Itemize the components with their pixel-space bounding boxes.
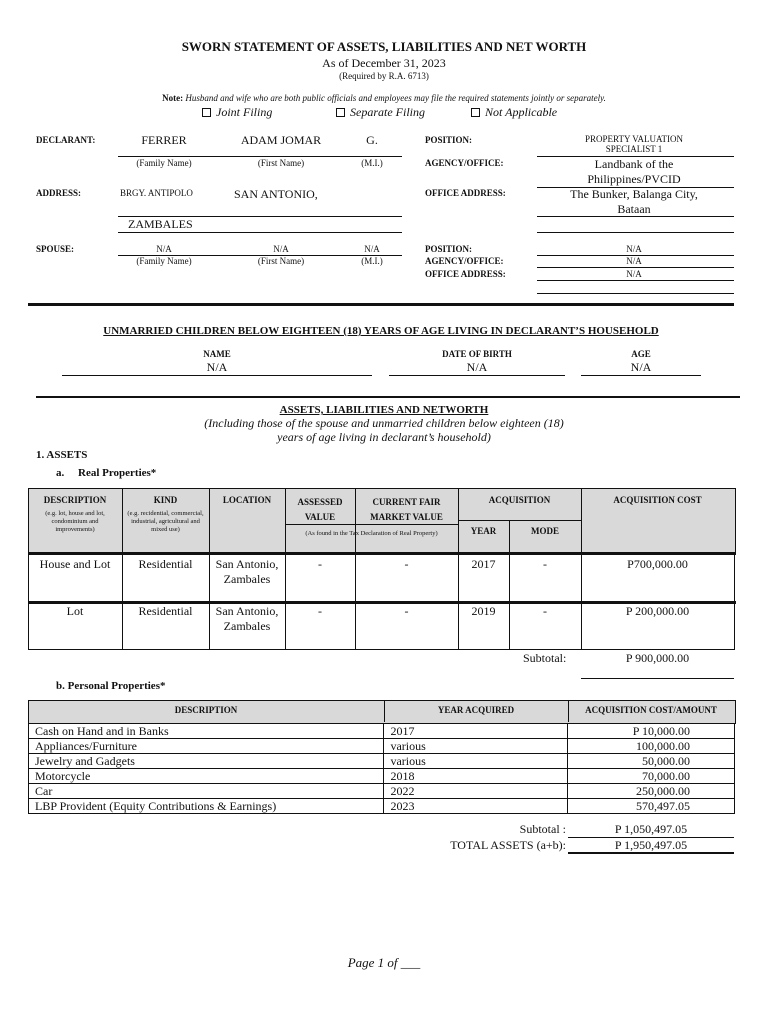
real-subtotal-line xyxy=(581,678,734,679)
real-row1-mode: - xyxy=(543,557,547,571)
total-assets-line xyxy=(568,852,734,854)
real-row1-assessed: - xyxy=(318,557,322,571)
personal-table-body xyxy=(28,723,735,814)
personal-row-year: 2022 xyxy=(384,784,568,799)
personal-row-cost: 100,000.00 xyxy=(568,739,735,754)
personal-h-year: YEAR ACQUIRED xyxy=(437,705,515,715)
spouse-first-name: N/A xyxy=(273,244,289,254)
real-row2-assessed: - xyxy=(318,604,322,618)
personal-h-desc: DESCRIPTION xyxy=(174,705,238,715)
spouse-position-label: POSITION: xyxy=(425,244,473,254)
children-age-header: AGE xyxy=(631,349,651,359)
note-label: Note: xyxy=(162,93,184,103)
checkbox-icon[interactable] xyxy=(202,108,211,117)
real-row1-location: San Antonio, Zambales xyxy=(215,557,279,586)
total-assets-label: TOTAL ASSETS (a+b): xyxy=(450,838,566,852)
note xyxy=(0,93,768,103)
office-line2: Bataan xyxy=(617,202,651,216)
agency-label: AGENCY/OFFICE: xyxy=(425,158,504,168)
personal-row-year: 2023 xyxy=(384,799,568,814)
checkbox-icon[interactable] xyxy=(336,108,345,117)
personal-row-year: 2018 xyxy=(384,769,568,784)
spouse-office-line xyxy=(537,280,734,281)
not-applicable-label: Not Applicable xyxy=(485,105,558,119)
real-subtotal-label: Subtotal: xyxy=(523,651,567,665)
table-row xyxy=(29,739,735,754)
real-row1-year: 2017 xyxy=(471,557,496,571)
table-row xyxy=(29,754,735,769)
spouse-family-name: N/A xyxy=(156,244,172,254)
address-label: ADDRESS: xyxy=(36,188,82,198)
personal-properties-heading: b. Personal Properties* xyxy=(56,680,166,692)
real-h-kind-sub: (e.g. recidential, commercial, industrial, agricultural and mixed use) xyxy=(127,510,204,533)
not-applicable-option[interactable] xyxy=(471,105,557,120)
real-row2-year: 2019 xyxy=(471,604,496,618)
spouse-position: N/A xyxy=(626,244,642,254)
real-h-year: YEAR xyxy=(470,526,497,536)
office-line-b xyxy=(537,232,734,233)
table-row xyxy=(29,724,735,739)
child-dob: N/A xyxy=(466,360,488,374)
real-h-assessed: ASSESSED VALUE xyxy=(297,497,343,522)
real-row2-kind: Residential xyxy=(138,604,193,618)
personal-row-desc: LBP Provident (Equity Contributions & Earnings) xyxy=(29,799,384,814)
real-row2-fmv: - xyxy=(404,604,409,618)
required-by: (Required by R.A. 6713) xyxy=(339,71,429,81)
real-row1-desc: House and Lot xyxy=(39,557,111,571)
personal-row-desc: Cash on Hand and in Banks xyxy=(29,724,384,739)
declarant-first-name: ADAM JOMAR xyxy=(240,133,322,147)
real-h-kind: KIND xyxy=(153,495,178,505)
personal-subtotal: P 1,050,497.05 xyxy=(614,822,688,836)
real-row1-cost: P700,000.00 xyxy=(627,557,688,571)
position-line2: SPECIALIST 1 xyxy=(605,144,663,154)
separate-filing-label: Separate Filing xyxy=(350,105,425,119)
child-age-line xyxy=(581,375,701,376)
grid-line xyxy=(28,552,29,649)
personal-row-cost: 250,000.00 xyxy=(568,784,735,799)
personal-row-year: various xyxy=(384,739,568,754)
caption-first-name: (First Name) xyxy=(257,158,305,168)
child-name-line xyxy=(62,375,372,376)
spouse-office-label: OFFICE ADDRESS: xyxy=(425,269,506,279)
real-h-fmv: CURRENT FAIR MARKET VALUE xyxy=(370,497,443,522)
real-row1-kind: Residential xyxy=(138,557,193,571)
form-title: SWORN STATEMENT OF ASSETS, LIABILITIES AND NET WORTH xyxy=(181,39,587,54)
spouse-office-line2 xyxy=(537,293,734,294)
children-title: UNMARRIED CHILDREN BELOW EIGHTEEN (18) YEARS OF AGE LIVING IN DECLARANT’S HOUSEHOLD xyxy=(103,325,659,337)
personal-row-cost: 570,497.05 xyxy=(568,799,735,814)
section-divider xyxy=(28,303,734,306)
real-row2-cost: P 200,000.00 xyxy=(625,604,690,618)
personal-row-desc: Appliances/Furniture xyxy=(29,739,384,754)
office-address-label: OFFICE ADDRESS: xyxy=(425,188,506,198)
personal-row-year: various xyxy=(384,754,568,769)
real-subtotal: P 900,000.00 xyxy=(625,651,690,665)
personal-h-cost: ACQUISITION COST/AMOUNT xyxy=(585,705,717,715)
alnw-subtitle-1: (Including those of the spouse and unmarried children below eighteen (18) xyxy=(204,416,564,430)
real-row1-fmv: - xyxy=(404,557,409,571)
real-h-fmv-sub: (As found in the Tax Declaration of Real Property) xyxy=(305,530,438,537)
agency-line1: Landbank of the xyxy=(594,157,674,171)
children-name-header: NAME xyxy=(203,349,231,359)
alnw-subtitle-2: years of age living in declarant’s household) xyxy=(277,430,491,444)
real-h-acquisition: ACQUISITION xyxy=(488,495,551,505)
caption-family-name: (Family Name) xyxy=(136,158,192,168)
grid-line xyxy=(509,520,510,649)
spouse-agency-label: AGENCY/OFFICE: xyxy=(425,256,504,266)
address-line2 xyxy=(118,232,402,233)
table-row xyxy=(29,799,735,814)
child-age: N/A xyxy=(630,360,652,374)
personal-row-desc: Jewelry and Gadgets xyxy=(29,754,384,769)
position-line1: PROPERTY VALUATION xyxy=(584,134,684,144)
real-h-desc: DESCRIPTION xyxy=(43,495,107,505)
address-part2: SAN ANTONIO, xyxy=(234,187,318,201)
office-line-a xyxy=(537,216,734,217)
real-row2-desc: Lot xyxy=(66,604,84,618)
real-row2-mode: - xyxy=(543,604,547,618)
personal-row-cost: 50,000.00 xyxy=(568,754,735,769)
spouse-mi: N/A xyxy=(364,244,380,254)
checkbox-icon[interactable] xyxy=(471,108,480,117)
position-label: POSITION: xyxy=(425,135,473,145)
table-row xyxy=(29,769,735,784)
declarant-name-line xyxy=(118,156,402,157)
note-text: Husband and wife who are both public officials and employees may file the required statements jointly or separately. xyxy=(185,93,606,103)
personal-row-desc: Motorcycle xyxy=(29,769,384,784)
child-name: N/A xyxy=(206,360,228,374)
declarant-mi: G. xyxy=(366,133,378,147)
real-h-desc-sub: (e.g. lot, house and lot, condominium and improvements) xyxy=(45,510,105,533)
address-part3: ZAMBALES xyxy=(128,217,193,231)
children-dob-header: DATE OF BIRTH xyxy=(442,349,512,359)
real-bottom-rule xyxy=(28,649,735,650)
personal-row-cost: P 10,000.00 xyxy=(568,724,735,739)
alnw-title: ASSETS, LIABILITIES AND NETWORTH xyxy=(279,404,489,416)
real-h-location: LOCATION xyxy=(222,495,272,505)
section-divider-2 xyxy=(36,396,740,398)
table-row xyxy=(29,784,735,799)
caption-mi: (M.I.) xyxy=(361,158,383,168)
grid-line xyxy=(209,488,210,649)
personal-subtotal-label: Subtotal : xyxy=(519,822,566,836)
spouse-office-address: N/A xyxy=(626,269,642,279)
address-part1: BRGY. ANTIPOLO xyxy=(120,188,193,198)
as-of-date: As of December 31, 2023 xyxy=(322,56,446,70)
separate-filing-option[interactable] xyxy=(336,105,425,120)
spouse-label: SPOUSE: xyxy=(36,244,75,254)
agency-line2: Philippines/PVCID xyxy=(587,172,681,186)
real-h-cost: ACQUISITION COST xyxy=(613,495,702,505)
declarant-label: DECLARANT: xyxy=(36,135,96,145)
spouse-agency: N/A xyxy=(626,256,642,266)
spouse-agency-line xyxy=(537,267,734,268)
page-number: Page 1 of ___ xyxy=(347,955,421,970)
spouse-caption-mi: (M.I.) xyxy=(361,256,383,266)
total-assets: P 1,950,497.05 xyxy=(614,838,688,852)
joint-filing-option[interactable] xyxy=(202,105,272,120)
real-row2-location: San Antonio, Zambales xyxy=(215,604,279,633)
spouse-caption-family: (Family Name) xyxy=(136,256,192,266)
declarant-family-name: FERRER xyxy=(141,133,187,147)
child-dob-line xyxy=(389,375,565,376)
real-properties-heading: a. Real Properties* xyxy=(56,467,157,479)
real-h-mode: MODE xyxy=(531,526,559,536)
personal-row-desc: Car xyxy=(29,784,384,799)
spouse-caption-first: (First Name) xyxy=(257,256,305,266)
grid-line xyxy=(458,520,581,521)
office-line1: The Bunker, Balanga City, xyxy=(570,187,698,201)
real-header-rule xyxy=(28,552,736,555)
assets-heading: 1. ASSETS xyxy=(36,449,88,461)
personal-row-year: 2017 xyxy=(384,724,568,739)
grid-line xyxy=(734,552,735,649)
personal-row-cost: 70,000.00 xyxy=(568,769,735,784)
joint-filing-label: Joint Filing xyxy=(216,105,273,119)
